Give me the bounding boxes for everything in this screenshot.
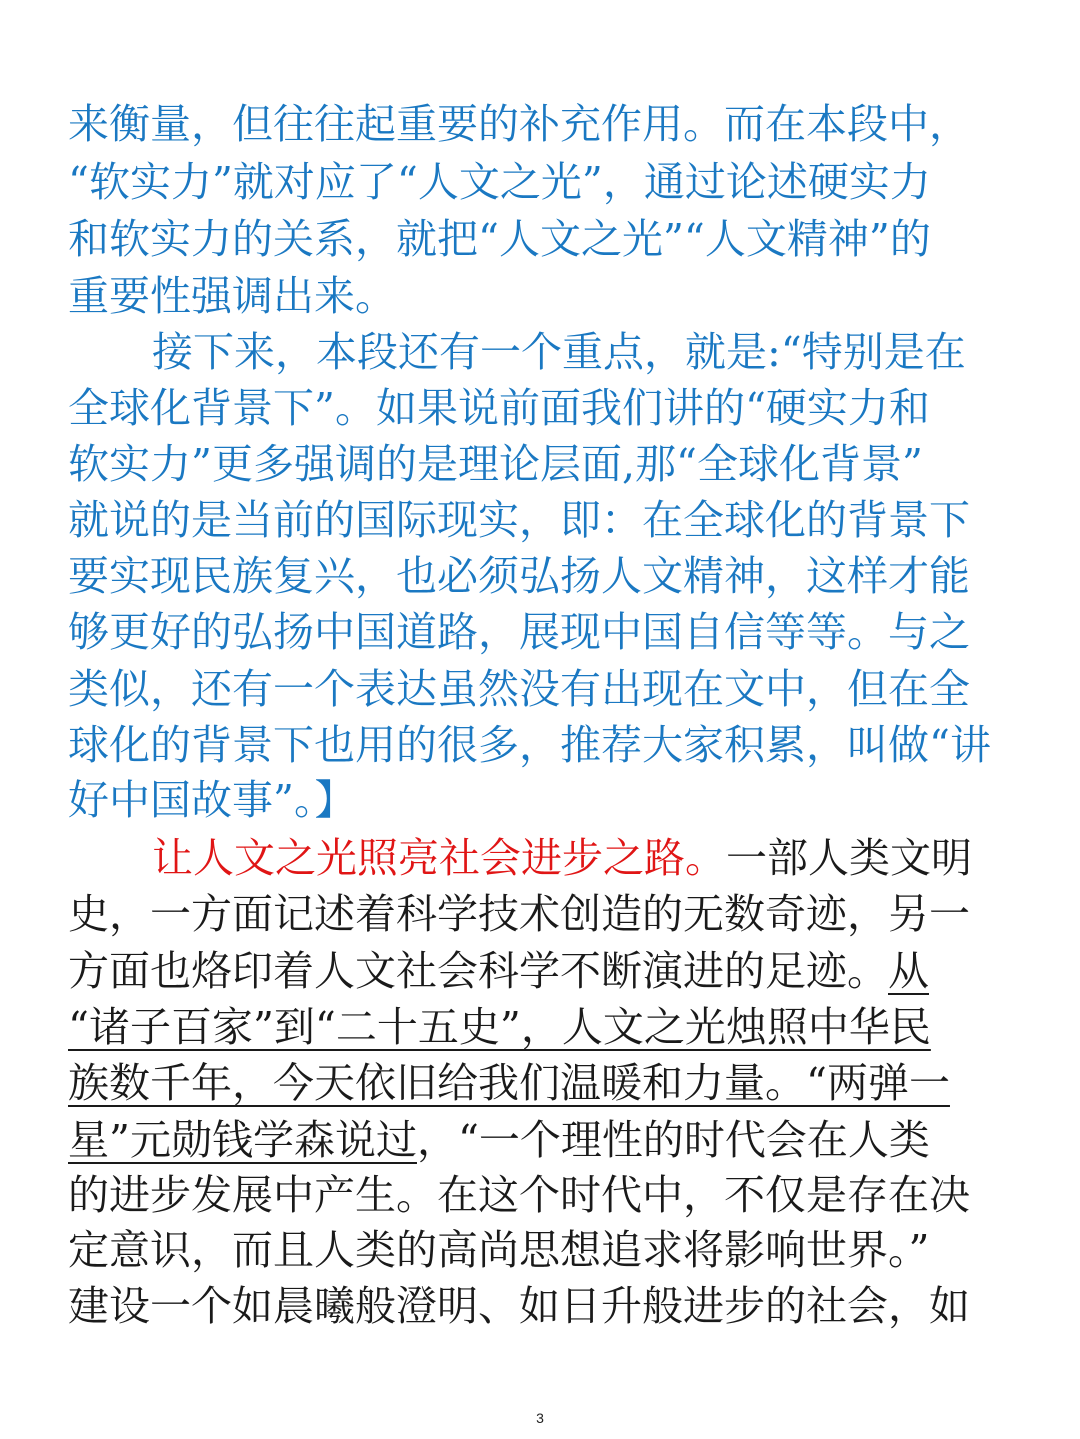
text-segment: 方面也烙印着人文社会科学不断演进的足迹。 [68, 947, 888, 995]
text-line: 够更好的弘扬中国道路，展现中国自信等等。与之 [68, 608, 970, 656]
blue-paragraph-1-line-4 [0, 266, 1080, 326]
blue-paragraph-2-line-8 [0, 715, 1080, 775]
text-line: 就说的是当前的国际现实，即：在全球化的背景下 [68, 496, 970, 544]
text-line: 史，一方面记述着科学技术创造的无数奇迹，另一 [68, 890, 970, 938]
black-paragraph-line-7 [0, 1165, 1080, 1225]
text-line: 的进步发展中产生。在这个时代中，不仅是存在决 [68, 1171, 970, 1219]
paragraph-line-1-text [152, 828, 972, 888]
blue-paragraph-2-line-1 [0, 322, 1080, 382]
section-heading: 让人文之光照亮社会进步之路。 [152, 834, 726, 882]
black-paragraph-line-5 [0, 1053, 1080, 1113]
black-paragraph-line-3 [0, 941, 1080, 1001]
text-segment: ，“一个理性的时代会在人类 [416, 1116, 930, 1164]
blue-paragraph-1-line-2 [0, 152, 1080, 212]
paragraph-line-3-text [68, 941, 929, 1001]
text-line: 全球化背景下”。如果说前面我们讲的“硬实力和 [68, 384, 930, 432]
blue-paragraph-2-line-5 [0, 546, 1080, 606]
black-paragraph-line-6 [0, 1110, 1080, 1170]
text-line: 定意识，而且人类的高尚思想追求将影响世界。” [68, 1226, 930, 1274]
black-paragraph-line-1 [0, 828, 1080, 888]
text-line: 要实现民族复兴，也必须弘扬人文精神，这样才能 [68, 552, 970, 600]
underlined-text: “诸子百家”到“二十五史”，人文之光烛照中华民 [68, 1003, 931, 1051]
text-line: 软实力”更多强调的是理论层面,那“全球化背景” [68, 440, 923, 488]
blue-paragraph-2-line-6 [0, 602, 1080, 662]
blue-paragraph-1-line-1 [0, 94, 1080, 154]
black-paragraph-line-8 [0, 1220, 1080, 1280]
underlined-text: 族数千年，今天依旧给我们温暖和力量。“两弹一 [68, 1059, 950, 1107]
text-line: 来衡量，但往往起重要的补充作用。而在本段中， [68, 100, 970, 148]
black-paragraph-line-4 [0, 997, 1080, 1057]
page-number: 3 [536, 1410, 544, 1426]
text-line: 好中国故事”。】 [68, 776, 356, 824]
blue-paragraph-2-line-4 [0, 490, 1080, 550]
underlined-text: 星”元勋钱学森说过 [68, 1116, 417, 1164]
text-segment: 一部人类文明 [726, 834, 972, 882]
underlined-text: 从 [888, 947, 929, 995]
text-line: “软实力”就对应了“人文之光”，通过论述硬实力 [68, 158, 931, 206]
blue-paragraph-2-line-2 [0, 378, 1080, 438]
blue-paragraph-1-line-3 [0, 209, 1080, 269]
text-line: 和软实力的关系，就把“人文之光”“人文精神”的 [68, 215, 931, 263]
paragraph-line-6-text [68, 1110, 930, 1170]
text-line: 类似，还有一个表达虽然没有出现在文中，但在全 [68, 665, 970, 713]
text-line: 建设一个如晨曦般澄明、如日升般进步的社会，如 [68, 1282, 970, 1330]
blue-paragraph-2-line-3 [0, 434, 1080, 494]
blue-paragraph-2-line-9 [0, 770, 1080, 830]
black-paragraph-line-2 [0, 884, 1080, 944]
blue-paragraph-2-line-7 [0, 659, 1080, 719]
text-line: 重要性强调出来。 [68, 272, 396, 320]
text-line: 接下来，本段还有一个重点，就是:“特别是在 [152, 328, 966, 376]
text-line: 球化的背景下也用的很多，推荐大家积累，叫做“讲 [68, 721, 991, 769]
black-paragraph-line-9 [0, 1276, 1080, 1336]
